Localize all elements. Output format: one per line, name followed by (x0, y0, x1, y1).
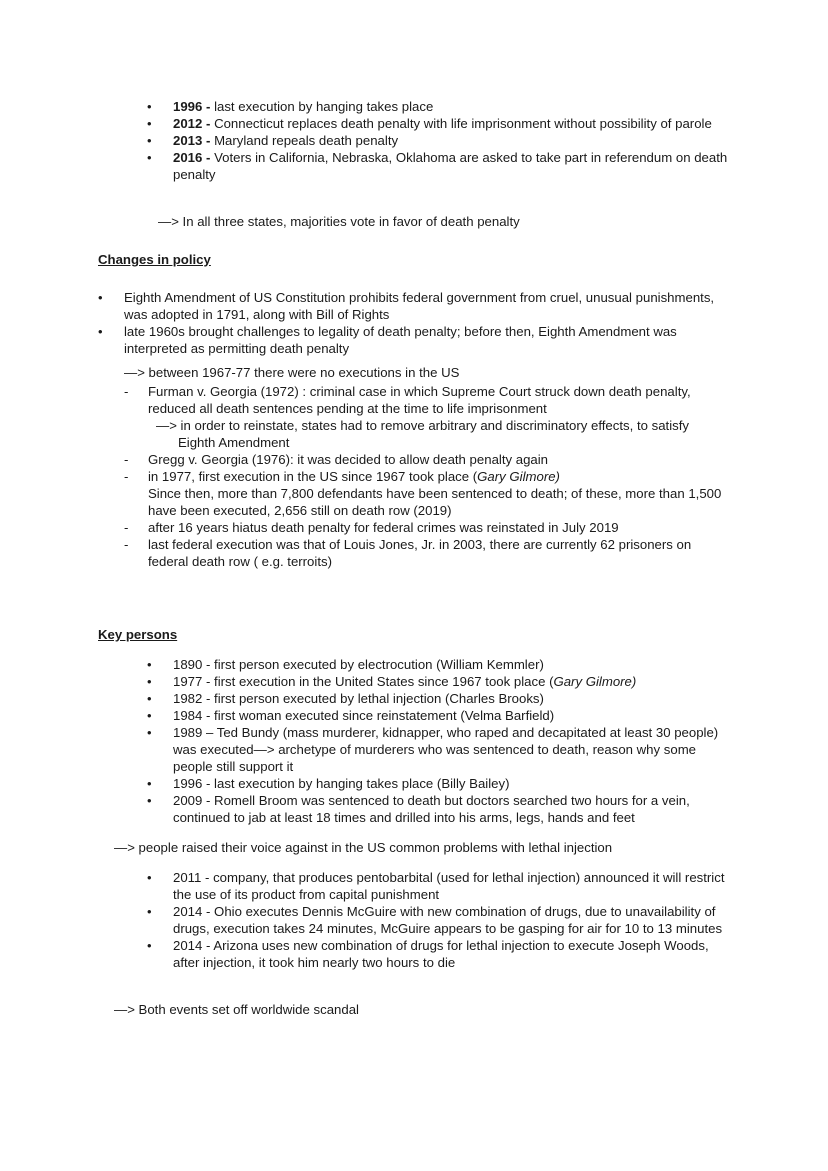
lethal-injection-list (147, 869, 737, 971)
list-item: • 2014 - Ohio executes Dennis McGuire with new combination of drugs, due to unavailability of drugs, execution takes 24 minutes, McGuire appears to be gasping for air for 10 to 13 minutes (147, 903, 737, 937)
list-item: • 2013 - Maryland repeals death penalty (147, 132, 737, 149)
top-arrow-note: —> In all three states, majorities vote in favor of death penalty (158, 214, 520, 229)
changes-heading: Changes in policy (98, 252, 211, 267)
list-item: - after 16 years hiatus death penalty for federal crimes was reinstated in July 2019 (122, 519, 728, 536)
lethal-injection-arrow-note: —> people raised their voice against in the US common problems with lethal injection (114, 840, 613, 855)
list-item: • late 1960s brought challenges to legality of death penalty; before then, Eighth Amendment was interpreted as permitting death penalty (98, 323, 738, 357)
list-item: • 2016 - Voters in California, Nebraska, Oklahoma are asked to take part in referendum on death penalty (147, 149, 737, 183)
list-item: • 1890 - first person executed by electrocution (William Kemmler) (147, 656, 737, 673)
list-item: - Gregg v. Georgia (1976): it was decided to allow death penalty again (122, 451, 728, 468)
cases-list (122, 383, 728, 570)
key-persons-heading: Key persons (98, 627, 178, 642)
no-executions-note: —> between 1967-77 there were no executions in the US (124, 365, 460, 380)
scandal-arrow-note: —> Both events set off worldwide scandal (114, 1002, 359, 1017)
list-item: • 2014 - Arizona uses new combination of drugs for lethal injection to execute Joseph Woods, after injection, it took him nearly two hours to die (147, 937, 737, 971)
list-item: - last federal execution was that of Louis Jones, Jr. in 2003, there are currently 62 prisoners on federal death row ( e.g. terroits) (122, 536, 728, 570)
changes-list (98, 289, 738, 357)
list-item: - Furman v. Georgia (1972) : criminal case in which Supreme Court struck down death penalty, reduced all death sentences pending at the time to life imprisonment —> in order to reinstate, states had to remove arbitrary and discriminatory effects, to satisfy Eighth Amendment (122, 383, 728, 451)
list-item: • 2011 - company, that produces pentobarbital (used for lethal injection) announced it will restrict the use of its product from capital punishment (147, 869, 737, 903)
top-timeline-list (147, 98, 737, 183)
list-item: • 1984 - first woman executed since reinstatement (Velma Barfield) (147, 707, 737, 724)
list-item: • Eighth Amendment of US Constitution prohibits federal government from cruel, unusual punishments, was adopted in 1791, along with Bill of Rights (98, 289, 738, 323)
list-item: • 1989 – Ted Bundy (mass murderer, kidnapper, who raped and decapitated at least 30 people) was executed—> archetype of murderers who was sentenced to death, reason why some people still support it (147, 724, 737, 775)
key-persons-list (147, 656, 737, 826)
list-item: • 2009 - Romell Broom was sentenced to death but doctors searched two hours for a vein, continued to jab at least 18 times and drilled into his arms, legs, hands and feet (147, 792, 737, 826)
furman-arrow-note: —> in order to reinstate, states had to remove arbitrary and discriminatory effects, to satisfy Eighth Amendment (156, 418, 689, 450)
list-item: • 1996 - last execution by hanging takes place (147, 98, 737, 115)
list-item: • 1982 - first person executed by lethal injection (Charles Brooks) (147, 690, 737, 707)
list-item: • 1977 - first execution in the United States since 1967 took place (Gary Gilmore) (147, 673, 737, 690)
list-item: • 2012 - Connecticut replaces death penalty with life imprisonment without possibility of parole (147, 115, 737, 132)
list-item: - in 1977, first execution in the US since 1967 took place (Gary Gilmore) Since then, more than 7,800 defendants have been sentenced to death; of these, more than 1,500 have been executed, 2,656 still on death row (2019) (122, 468, 728, 519)
list-item: • 1996 - last execution by hanging takes place (Billy Bailey) (147, 775, 737, 792)
